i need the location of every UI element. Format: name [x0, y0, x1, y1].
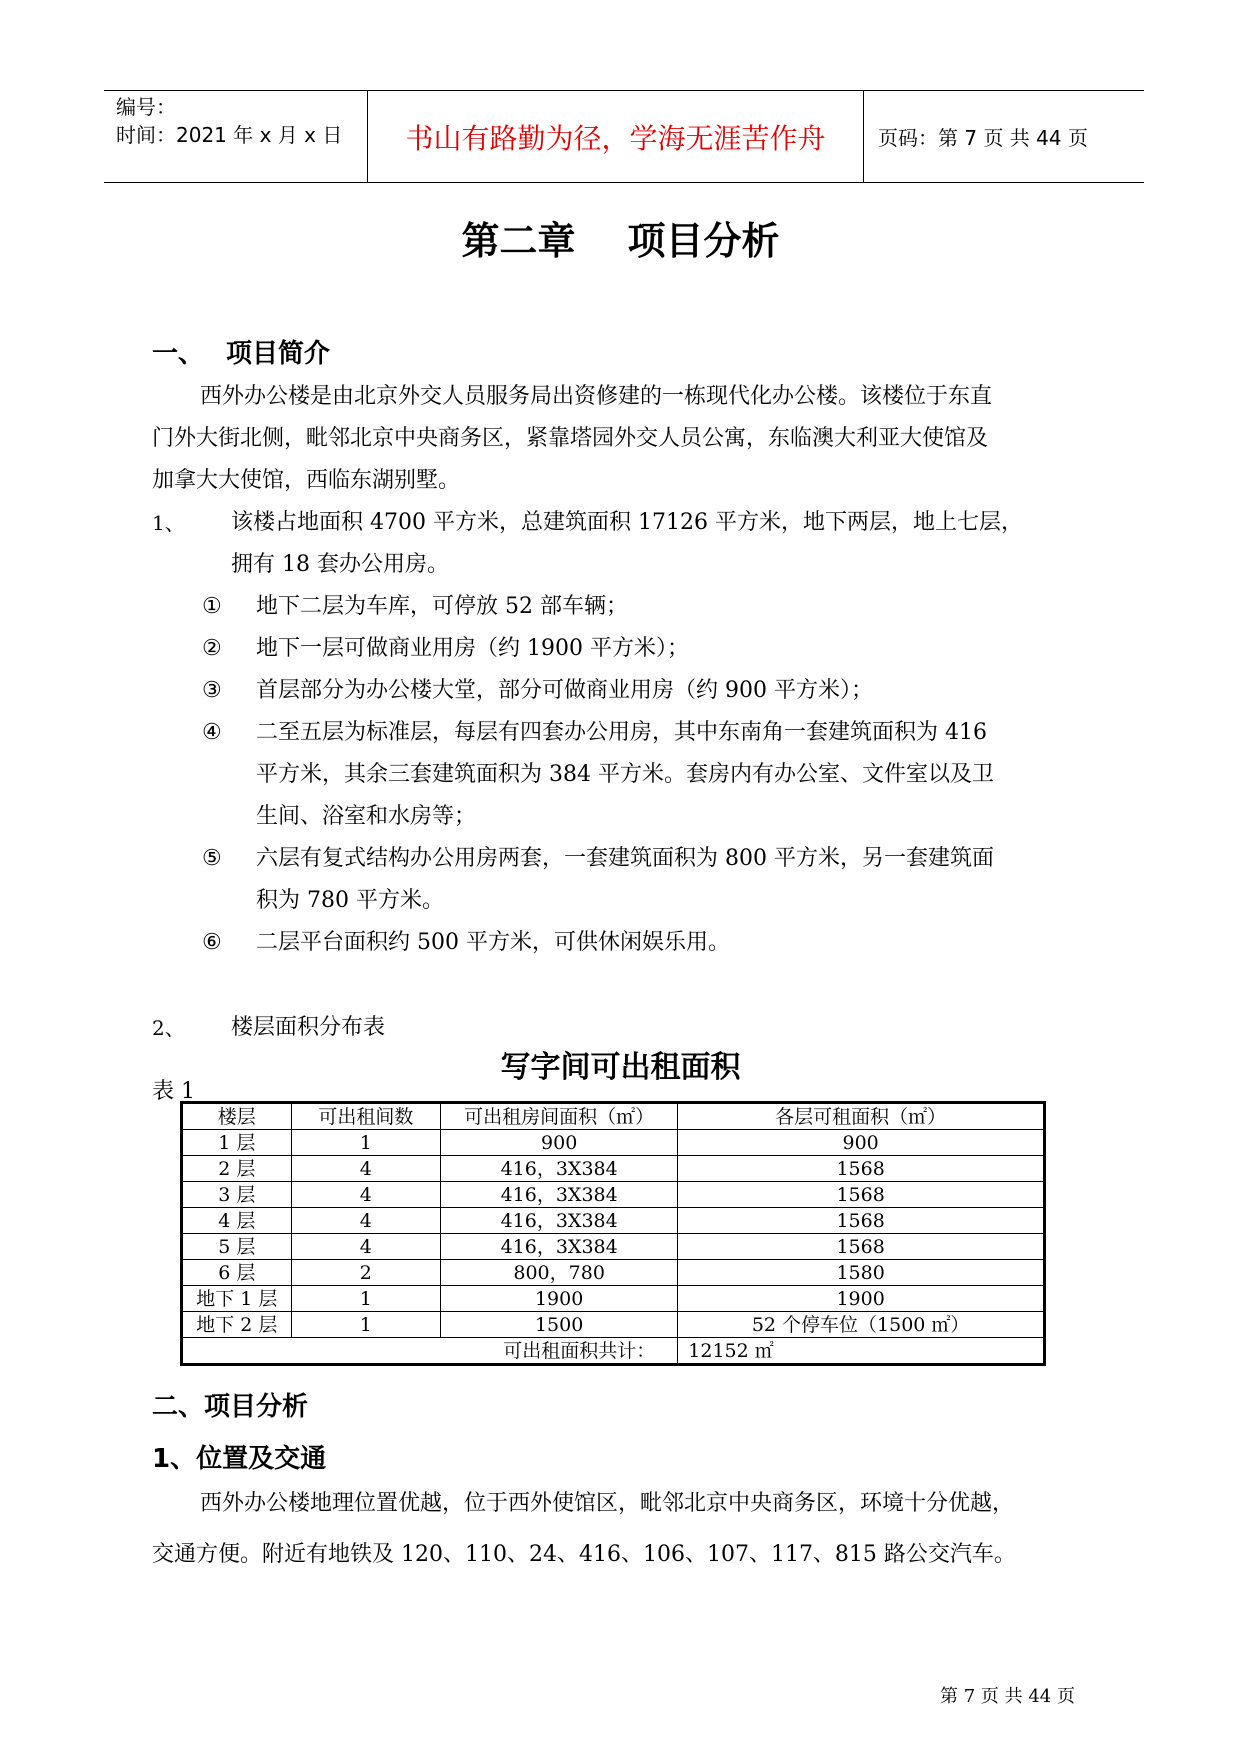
table-row [182, 1156, 1045, 1182]
item2-text: 楼层面积分布表 [231, 1015, 386, 1040]
item1-line-2: 拥有 18 套办公用房。 [231, 552, 449, 577]
chapter-title [0, 210, 1241, 265]
table-cell: 2 [291, 1260, 440, 1286]
table-cell: 416，3X384 [441, 1156, 678, 1182]
table-cell: 5 层 [182, 1234, 292, 1260]
item2-number: 2、 [152, 1016, 185, 1040]
table-cell: 地下 2 层 [182, 1312, 292, 1338]
table-row [182, 1234, 1045, 1260]
section1-heading: 项目简介 [226, 339, 331, 369]
table-cell: 1 [291, 1130, 440, 1156]
sub-item-mark-4: ④ [202, 720, 222, 745]
table-cell: 416，3X384 [441, 1234, 678, 1260]
table-cell: 416，3X384 [441, 1182, 678, 1208]
sub-item-mark-2: ② [202, 636, 222, 661]
item1-line-1: 该楼占地面积 4700 平方米，总建筑面积 17126 平方米，地下两层，地上七层， [231, 510, 1023, 535]
item1-number: 1、 [152, 511, 185, 535]
table-cell: 900 [441, 1130, 678, 1156]
table-total-label: 可出租面积共计： [182, 1338, 678, 1365]
table-header-cell: 可出租房间面积（㎡） [441, 1103, 678, 1130]
table-row [182, 1208, 1045, 1234]
table-cell: 4 [291, 1182, 440, 1208]
intro-line-3: 加拿大大使馆，西临东湖别墅。 [152, 468, 461, 493]
table-cell: 4 [291, 1234, 440, 1260]
table-cell: 416，3X384 [441, 1208, 678, 1234]
table-cell: 1580 [678, 1260, 1045, 1286]
header-date: 时间：2021 年 x 月 x 日 [116, 123, 343, 147]
section2-line-2: 交通方便。附近有地铁及 120、110、24、416、106、107、117、815 路公交汽车。 [152, 1542, 1016, 1567]
sub-item-3-line-1: 首层部分为办公楼大堂，部分可做商业用房（约 900 平方米）； [256, 678, 873, 703]
table-cell: 52 个停车位（1500 ㎡） [678, 1312, 1045, 1338]
table-row [182, 1130, 1045, 1156]
intro-line-2: 门外大街北侧，毗邻北京中央商务区，紧靠塔园外交人员公寓，东临澳大利亚大使馆及 [152, 426, 989, 451]
header-meta [104, 91, 368, 182]
table-cell: 1 [291, 1286, 440, 1312]
header-motto: 书山有路勤为径，学海无涯苦作舟 [405, 121, 826, 155]
table-total-value: 12152 ㎡ [678, 1338, 1045, 1365]
table-cell: 1 层 [182, 1130, 292, 1156]
page-header [104, 90, 1144, 183]
sub-item-2-line-1: 地下一层可做商业用房（约 1900 平方米）； [256, 636, 689, 661]
table-cell: 1500 [441, 1312, 678, 1338]
table-row [182, 1312, 1045, 1338]
header-page-cell [864, 91, 1144, 182]
sub-item-4-line-1: 二至五层为标准层，每层有四套办公用房，其中东南角一套建筑面积为 416 [256, 720, 987, 745]
table-cell: 地下 1 层 [182, 1286, 292, 1312]
table-row [182, 1260, 1045, 1286]
table-cell: 1900 [678, 1286, 1045, 1312]
table-row [182, 1182, 1045, 1208]
table-cell: 1568 [678, 1156, 1045, 1182]
table-cell: 4 [291, 1208, 440, 1234]
table-cell: 3 层 [182, 1182, 292, 1208]
table-title: 写字间可出租面积 [500, 1050, 741, 1085]
table-cell: 2 层 [182, 1156, 292, 1182]
table-label: 表 1 [152, 1079, 195, 1104]
sub-item-1-line-1: 地下二层为车库，可停放 52 部车辆； [256, 594, 628, 619]
header-page-number: 页码：第 7 页 共 44 页 [878, 126, 1088, 150]
sub-item-4-line-2: 平方米，其余三套建筑面积为 384 平方米。套房内有办公室、文件室以及卫 [256, 762, 994, 787]
chapter-name: 项目分析 [627, 219, 780, 263]
intro-line-1: 西外办公楼是由北京外交人员服务局出资修建的一栋现代化办公楼。该楼位于东直 [200, 384, 993, 409]
section2-subheading: 1、位置及交通 [152, 1444, 327, 1474]
table-total-row [182, 1338, 1045, 1365]
sub-item-mark-5: ⑤ [202, 846, 222, 871]
chapter-number: 第二章 [461, 219, 576, 263]
table-cell: 1568 [678, 1234, 1045, 1260]
rental-area-table [180, 1101, 1046, 1366]
page-footer: 第 7 页 共 44 页 [940, 1686, 1075, 1707]
table-cell: 4 [291, 1156, 440, 1182]
header-motto-cell [368, 91, 864, 182]
table-header-row [182, 1103, 1045, 1130]
sub-item-5-line-2: 积为 780 平方米。 [256, 888, 444, 913]
section2-heading: 二、项目分析 [152, 1392, 309, 1422]
table-cell: 900 [678, 1130, 1045, 1156]
table-cell: 1568 [678, 1182, 1045, 1208]
section2-line-1: 西外办公楼地理位置优越，位于西外使馆区，毗邻北京中央商务区，环境十分优越， [200, 1491, 1015, 1516]
sub-item-5-line-1: 六层有复式结构办公用房两套，一套建筑面积为 800 平方米，另一套建筑面 [256, 846, 994, 871]
table-row [182, 1286, 1045, 1312]
sub-item-mark-1: ① [202, 594, 222, 619]
table-cell: 800，780 [441, 1260, 678, 1286]
sub-item-4-line-3: 生间、浴室和水房等； [256, 804, 477, 829]
table-cell: 6 层 [182, 1260, 292, 1286]
table-cell: 1 [291, 1312, 440, 1338]
table-header-cell: 楼层 [182, 1103, 292, 1130]
sub-item-mark-6: ⑥ [202, 930, 222, 955]
sub-item-6-line-1: 二层平台面积约 500 平方米，可供休闲娱乐用。 [256, 930, 730, 955]
header-number: 编号： [116, 95, 176, 119]
table-header-cell: 可出租间数 [291, 1103, 440, 1130]
table-header-cell: 各层可租面积（㎡） [678, 1103, 1045, 1130]
table-cell: 1568 [678, 1208, 1045, 1234]
table-cell: 4 层 [182, 1208, 292, 1234]
table-cell: 1900 [441, 1286, 678, 1312]
sub-item-mark-3: ③ [202, 678, 222, 703]
section1-heading-number: 一、 [152, 339, 205, 369]
